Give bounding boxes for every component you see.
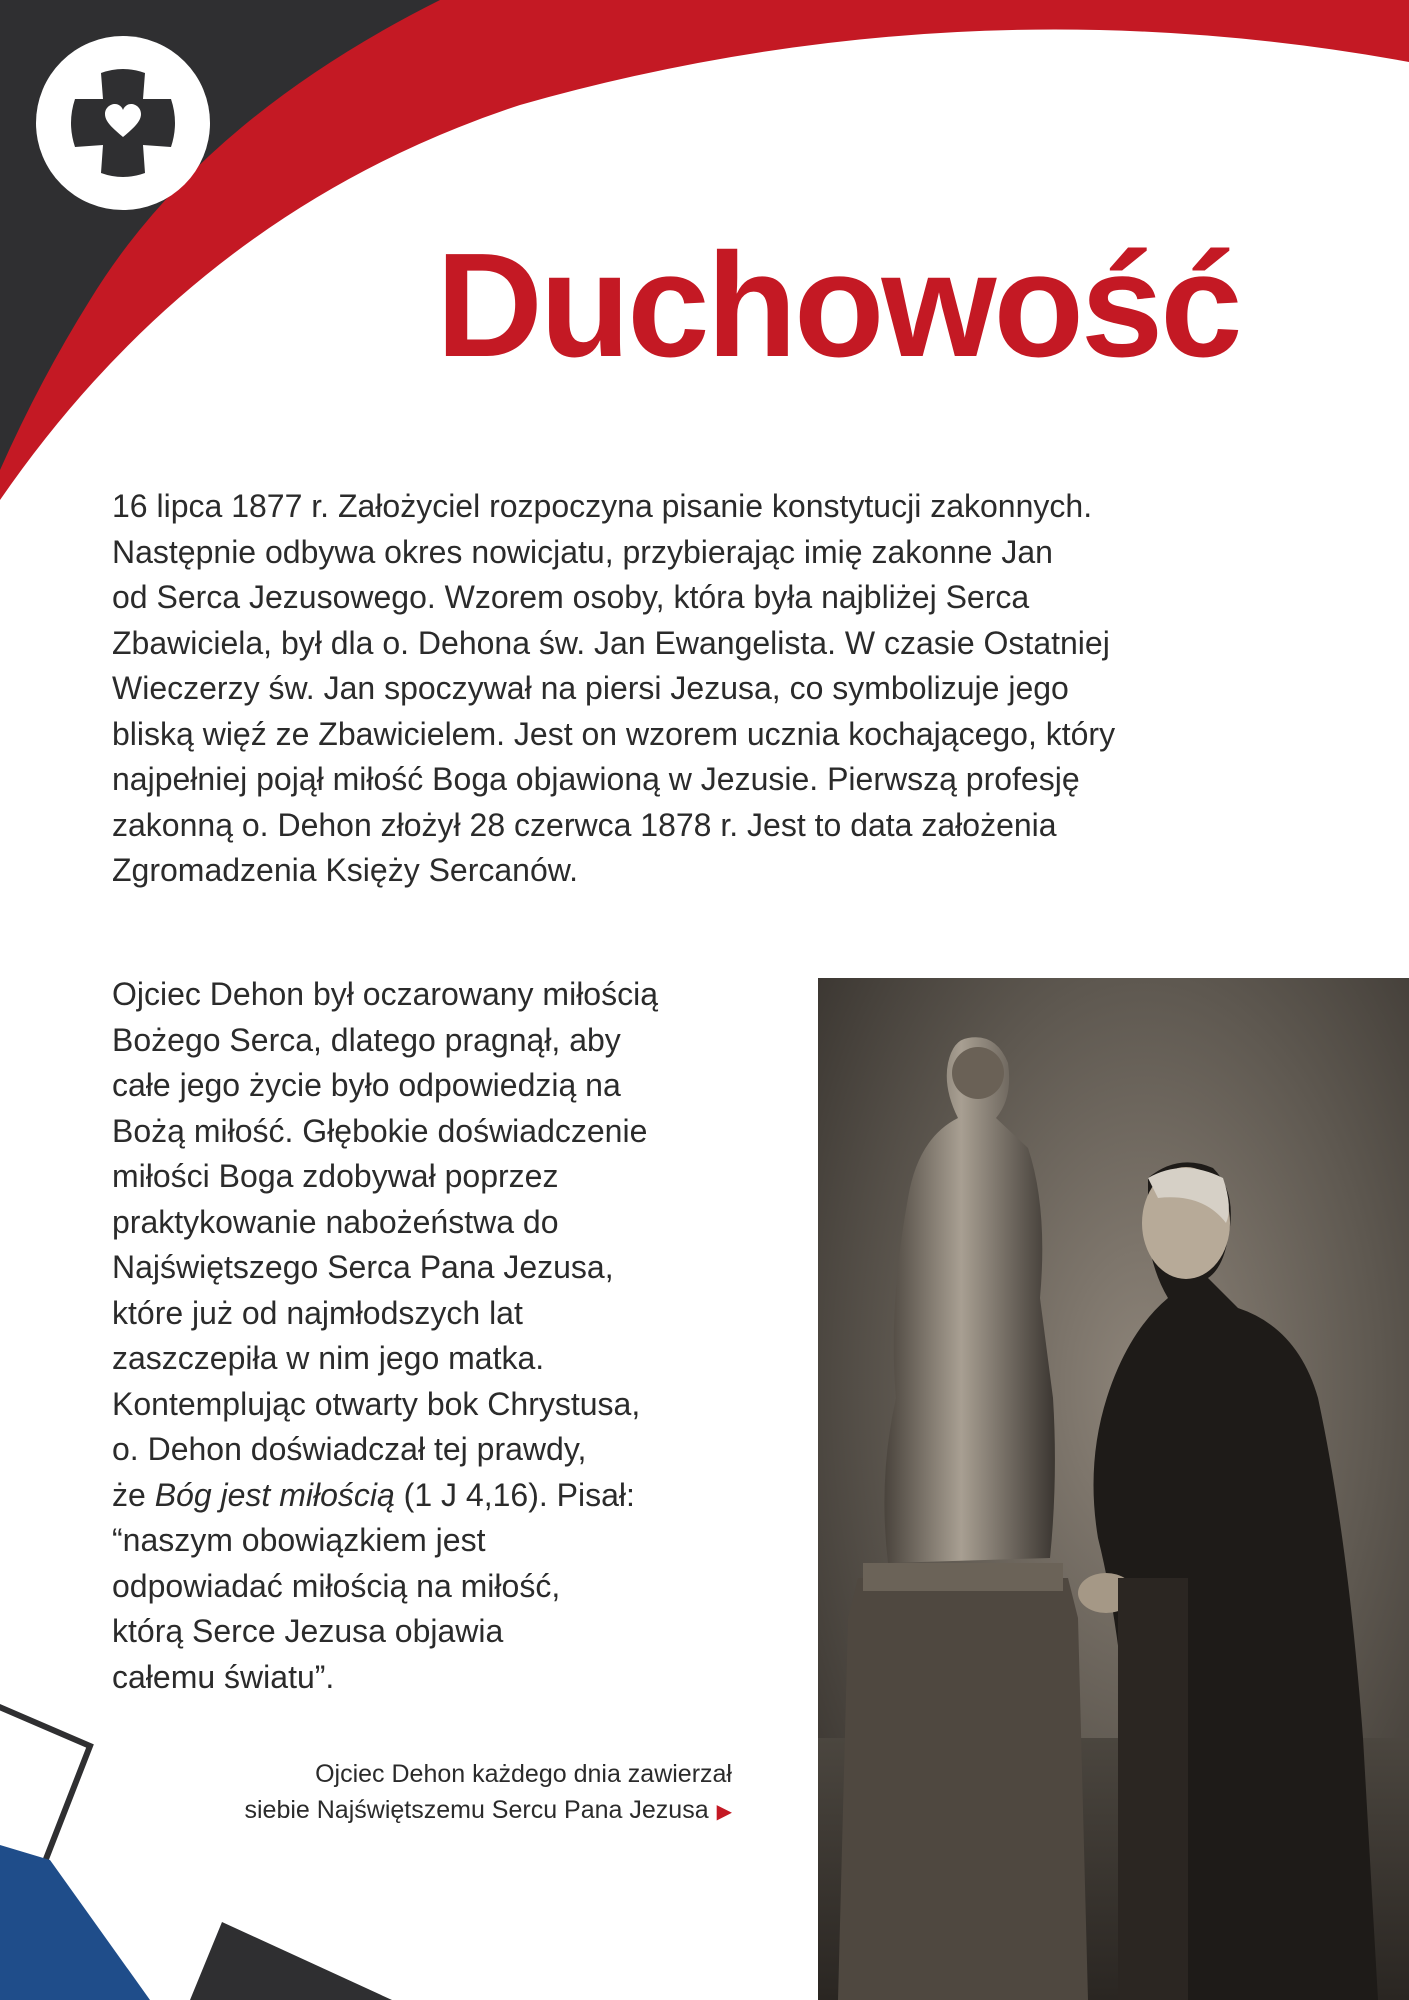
historical-photo <box>818 978 1409 2000</box>
body-line: praktykowanie nabożeństwa do <box>112 1203 559 1240</box>
caption-line-1: Ojciec Dehon każdego dnia zawierzał <box>315 1760 732 1788</box>
quote-italic: Bóg jest miłością <box>154 1476 395 1513</box>
caption-text: siebie Najświętszemu Sercu Pana Jezusa <box>244 1796 709 1824</box>
quote-prefix: że <box>112 1476 155 1513</box>
quote-suffix: (1 J 4,16). Pisał: <box>394 1476 635 1513</box>
logo-badge <box>36 36 210 210</box>
intro-line: zakonną o. Dehon złożył 28 czerwca 1878 r. Jest to data założenia <box>112 806 1057 843</box>
body-line: Ojciec Dehon był oczarowany miłością <box>112 976 658 1012</box>
intro-line: Zgromadzenia Księży Sercanów. <box>112 852 578 888</box>
dark-bottom-shape <box>190 1922 392 2000</box>
body-line: zaszczepiła w nim jego matka. <box>112 1340 545 1376</box>
intro-line: Następnie odbywa okres nowicjatu, przybierając imię zakonne Jan <box>112 533 1053 570</box>
body-paragraph <box>112 972 772 1700</box>
intro-line: bliską więź ze Zbawicielem. Jest on wzorem ucznia kochającego, który <box>112 715 1116 752</box>
body-quote-line <box>112 1473 772 1519</box>
pedestal-shape <box>838 1578 1088 2000</box>
body-line: odpowiadać miłością na miłość, <box>112 1567 561 1604</box>
body-line: “naszym obowiązkiem jest <box>112 1522 486 1558</box>
body-line: całemu światu”. <box>112 1658 335 1695</box>
blue-shape <box>0 1845 150 2000</box>
body-line: Najświętszego Serca Pana Jezusa, <box>112 1249 614 1285</box>
caption-line-2 <box>120 1792 732 1830</box>
intro-paragraph <box>112 484 1332 894</box>
cross-heart-icon <box>63 63 183 183</box>
intro-line: 16 lipca 1877 r. Założyciel rozpoczyna pisanie konstytucji zakonnych. <box>112 488 1093 524</box>
body-line: całe jego życie było odpowiedzią na <box>112 1067 621 1103</box>
intro-line: Wieczerzy św. Jan spoczywał na piersi Jezusa, co symbolizuje jego <box>112 670 1069 706</box>
body-line: którą Serce Jezusa objawia <box>112 1613 504 1649</box>
intro-line: najpełniej pojął miłość Boga objawioną w Jezusie. Pierwszą profesję <box>112 761 1080 797</box>
intro-line: od Serca Jezusowego. Wzorem osoby, która była najbliżej Serca <box>112 579 1030 615</box>
body-line: Bożą miłość. Głębokie doświadczenie <box>112 1112 648 1149</box>
photo-caption <box>120 1756 732 1830</box>
page-title: Duchowość <box>436 223 1240 388</box>
body-line: miłości Boga zdobywał poprzez <box>112 1158 559 1194</box>
body-line: Kontemplując otwarty bok Chrystusa, <box>112 1385 641 1422</box>
kneeler-shape <box>1118 1578 1188 2000</box>
intro-line: Zbawiciela, był dla o. Dehona św. Jan Ewangelista. W czasie Ostatniej <box>112 624 1110 661</box>
caption-arrow-icon: ▶ <box>716 1801 732 1823</box>
body-line: o. Dehon doświadczał tej prawdy, <box>112 1431 587 1467</box>
body-line: Bożego Serca, dlatego pragnął, aby <box>112 1021 621 1058</box>
body-line: które już od najmłodszych lat <box>112 1294 523 1331</box>
